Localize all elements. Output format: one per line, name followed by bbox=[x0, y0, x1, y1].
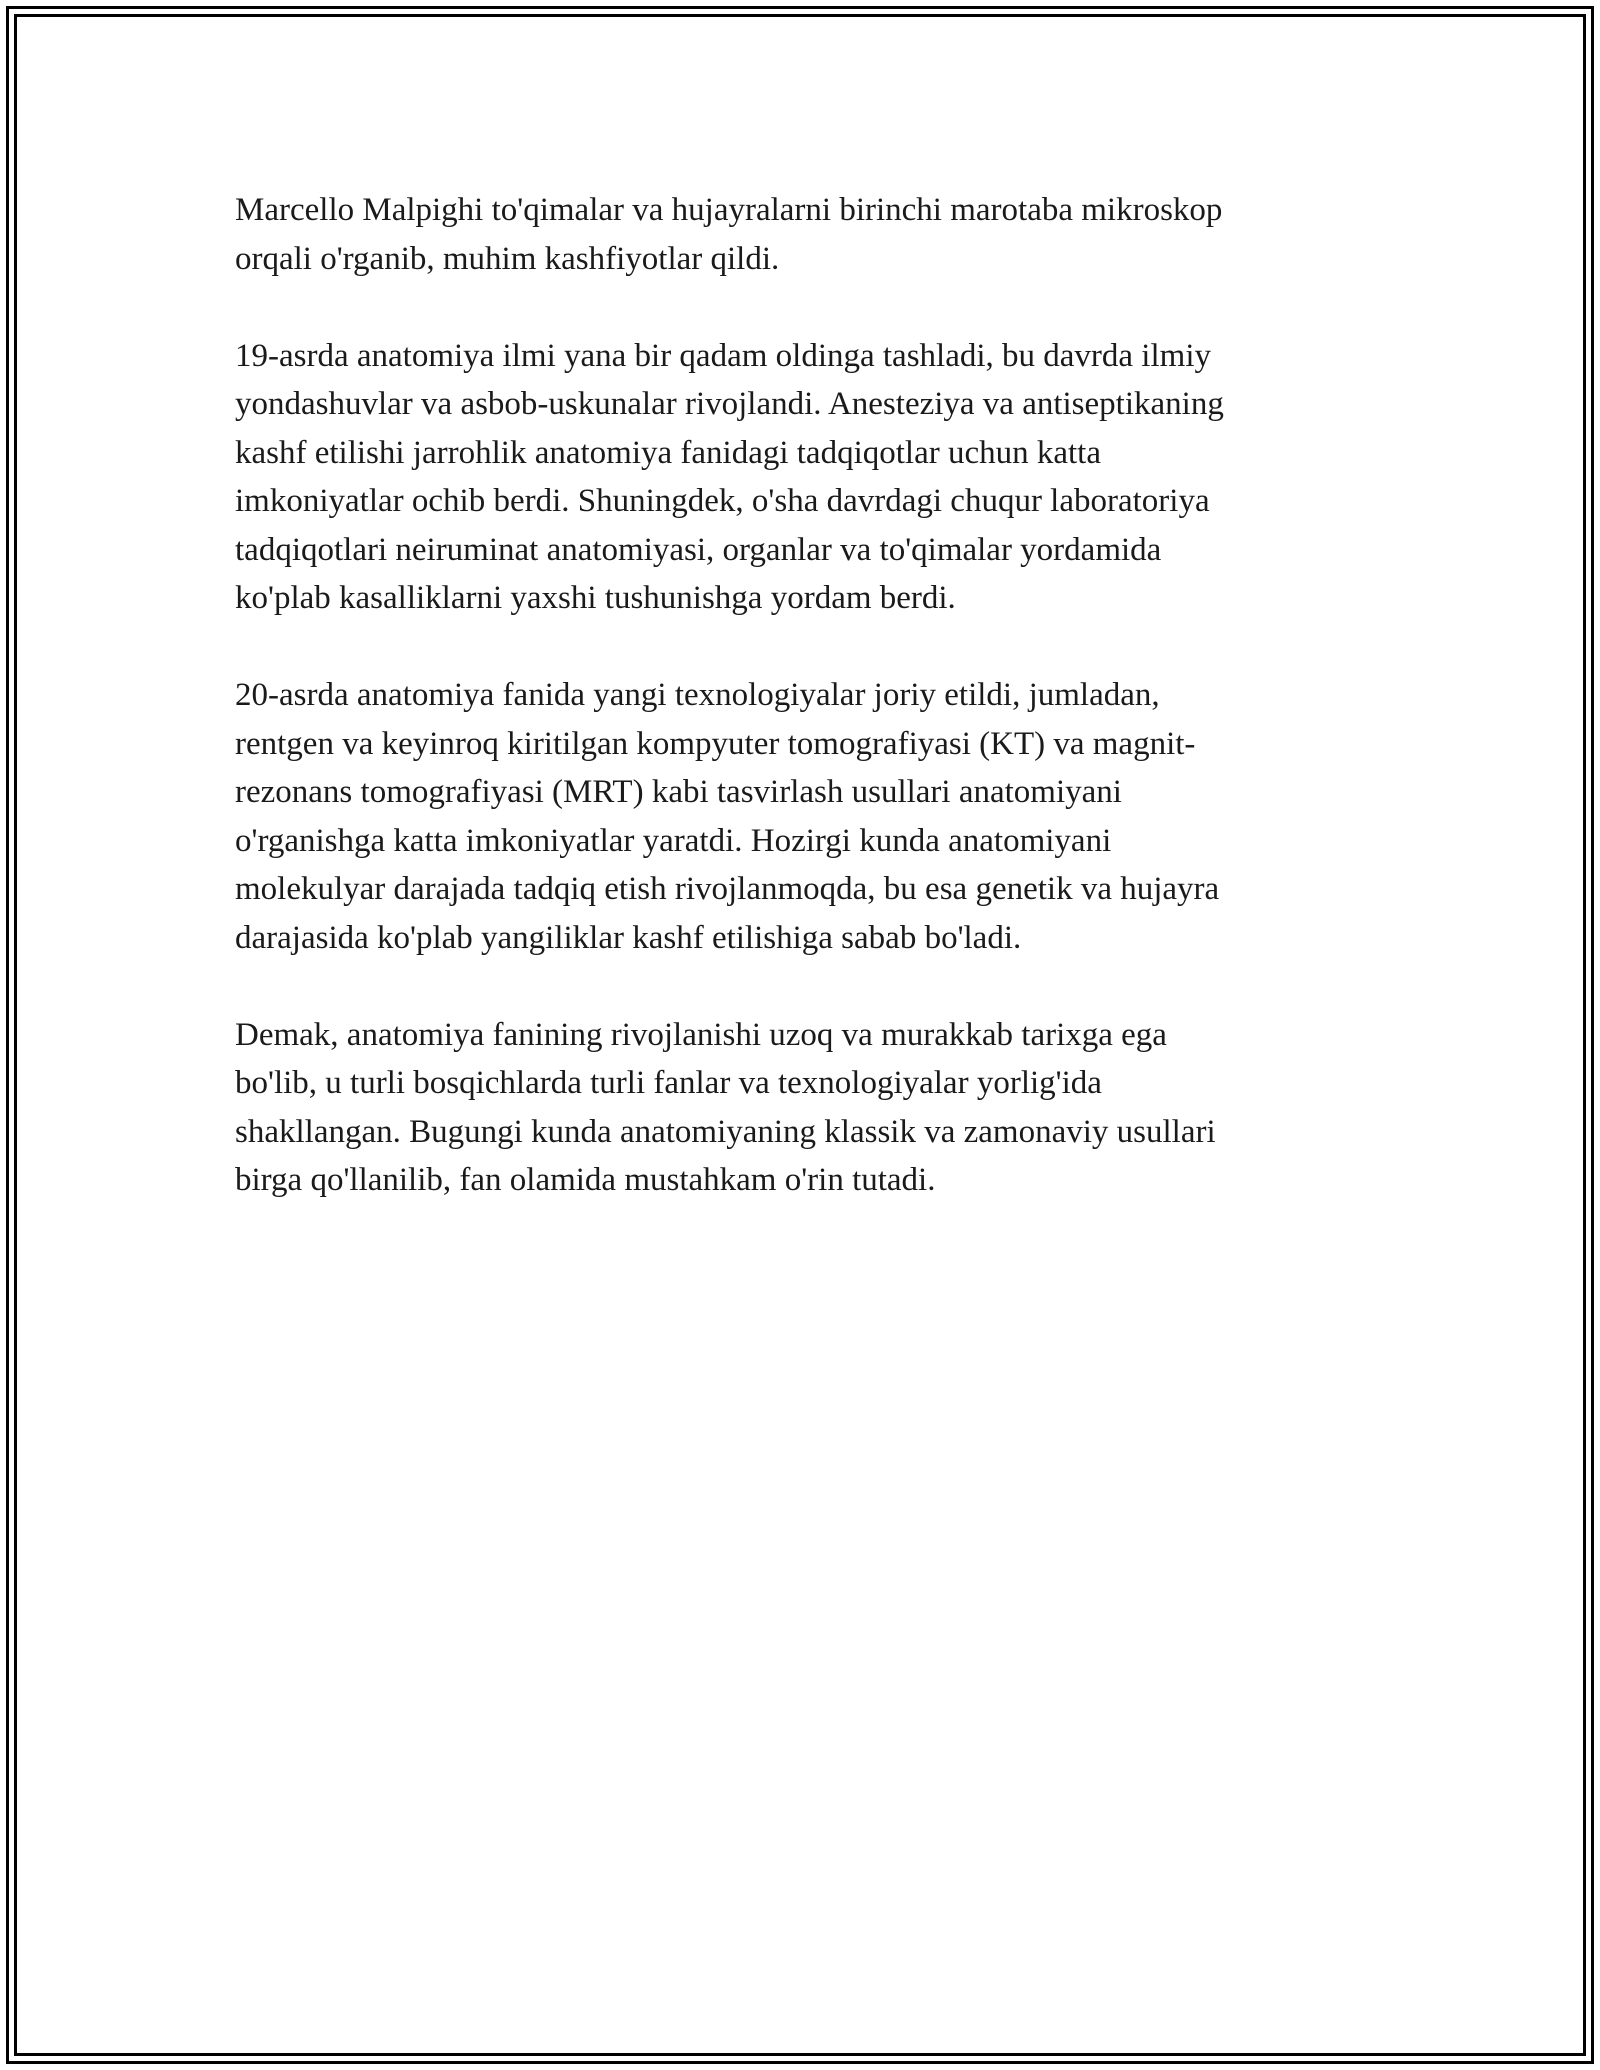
paragraph-19th-century: 19-asrda anatomiya ilmi yana bir qadam oldinga tashladi, bu davrda ilmiy yondashuvlar va asbob-uskunalar rivojlandi. Anesteziya va antiseptikaning kashf etilishi jarrohlik anatomiya fanidagi tadqiqotlar uchun katta imkoniyatlar ochib berdi. Shuningdek, o'sha davrdagi chuqur laboratoriya tadqiqotlari neiruminat anatomiyasi, organlar va to'qimalar yordamida ko'plab kasalliklarni yaxshi tushunishga yordam berdi. bbox=[235, 337, 1224, 616]
document-body bbox=[235, 186, 1355, 1253]
paragraph-20th-century: 20-asrda anatomiya fanida yangi texnologiyalar joriy etildi, jumladan, rentgen va keyinroq kiritilgan kompyuter tomografiyasi (KT) va magnit- rezonans tomografiyasi (MRT) kabi tasvirlash usullari anatomiyani o'rganishga katta imkoniyatlar yaratdi. Hozirgi kunda anatomiyani molekulyar darajada tadqiq etish rivojlanmoqda, bu esa genetik va hujayra darajasida ko'plab yangiliklar kashf etilishiga sabab bo'ladi. bbox=[235, 677, 1220, 956]
paragraph-malpighi: Marcello Malpighi to'qimalar va hujayralarni birinchi marotaba mikroskop orqali o'rganib, muhim kashfiyotlar qildi. bbox=[235, 192, 1223, 277]
paragraph-conclusion: Demak, anatomiya fanining rivojlanishi uzoq va murakkab tarixga ega bo'lib, u turli bosqichlarda turli fanlar va texnologiyalar yorlig'ida shakllangan. Bugungi kunda anatomiyaning klassik va zamonaviy usullari birga qo'llanilib, fan olamida mustahkam o'rin tutadi. bbox=[235, 1016, 1216, 1198]
